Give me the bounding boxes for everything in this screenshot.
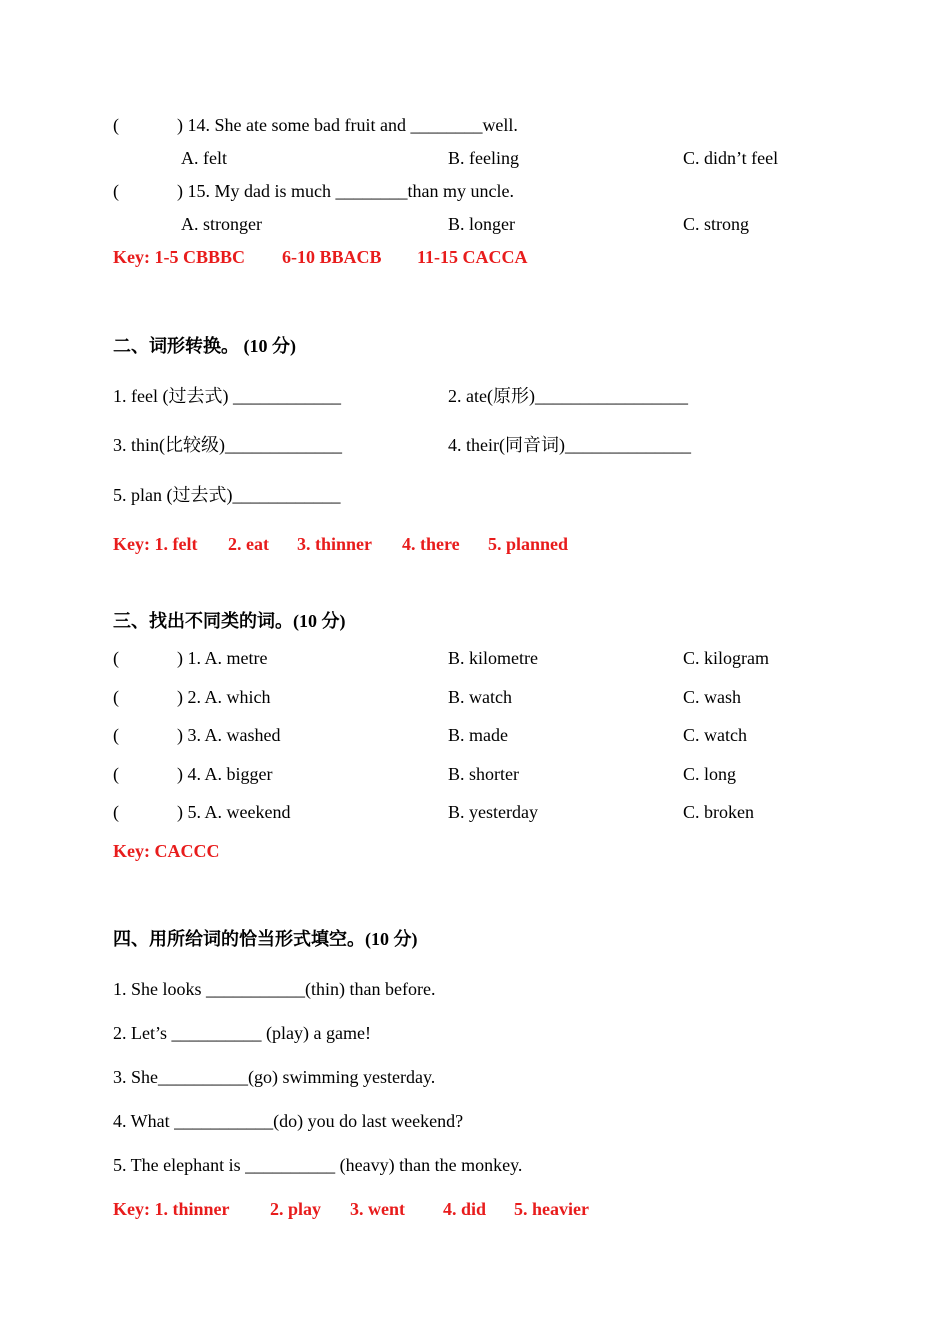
key-part: 5. planned xyxy=(488,534,569,554)
option-a: ) 2. A. which xyxy=(177,687,271,707)
key-part: 11-15 CACCA xyxy=(417,247,528,267)
list-item: 1. She looks ___________(thin) than before. xyxy=(113,979,436,999)
option-c: C. wash xyxy=(683,687,741,707)
section3-key: Key: CACCC xyxy=(113,841,220,861)
option-a: A. felt xyxy=(181,148,227,168)
option-b: B. kilometre xyxy=(448,648,538,668)
key-part: Key: 1. felt xyxy=(113,534,198,554)
option-b: B. shorter xyxy=(448,764,519,784)
key-part: 6-10 BBACB xyxy=(282,247,382,267)
list-item: 4. their(同音词)______________ xyxy=(448,435,691,455)
list-item: 3. She__________(go) swimming yesterday. xyxy=(113,1067,436,1087)
option-a: A. stronger xyxy=(181,214,262,234)
section4-heading: 四、用所给词的恰当形式填空。(10 分) xyxy=(113,929,418,949)
option-a: ) 1. A. metre xyxy=(177,648,268,668)
key-part: Key: 1-5 CBBBC xyxy=(113,247,245,267)
option-c: C. watch xyxy=(683,725,747,745)
answer-paren: ( xyxy=(113,648,119,668)
key-part: 2. play xyxy=(270,1199,322,1219)
key-part: 2. eat xyxy=(228,534,269,554)
key-part: 3. went xyxy=(350,1199,405,1219)
option-b: B. yesterday xyxy=(448,802,538,822)
option-c: C. strong xyxy=(683,214,750,234)
key-part: 3. thinner xyxy=(297,534,373,554)
question-stem: ) 15. My dad is much ________than my uncle. xyxy=(177,181,514,201)
answer-paren: ( xyxy=(113,687,119,707)
option-c: C. long xyxy=(683,764,737,784)
option-b: B. feeling xyxy=(448,148,519,168)
list-item: 2. Let’s __________ (play) a game! xyxy=(113,1023,371,1043)
list-item: 5. The elephant is __________ (heavy) than the monkey. xyxy=(113,1155,523,1175)
list-item: 4. What ___________(do) you do last weekend? xyxy=(113,1111,464,1131)
answer-paren: ( xyxy=(113,764,119,784)
answer-paren: ( xyxy=(113,115,119,135)
list-item: 5. plan (过去式)____________ xyxy=(113,485,341,505)
list-item: 1. feel (过去式) ____________ xyxy=(113,386,341,406)
option-c: C. didn’t feel xyxy=(683,148,779,168)
key-part: 5. heavier xyxy=(514,1199,589,1219)
option-c: C. broken xyxy=(683,802,754,822)
answer-paren: ( xyxy=(113,181,119,201)
answer-paren: ( xyxy=(113,725,119,745)
option-a: ) 5. A. weekend xyxy=(177,802,291,822)
list-item: 2. ate(原形)_________________ xyxy=(448,386,688,406)
list-item: 3. thin(比较级)_____________ xyxy=(113,435,342,455)
key-part: Key: 1. thinner xyxy=(113,1199,230,1219)
answer-paren: ( xyxy=(113,802,119,822)
key-part: 4. did xyxy=(443,1199,487,1219)
option-a: ) 3. A. washed xyxy=(177,725,281,745)
key-part: 4. there xyxy=(402,534,460,554)
option-c: C. kilogram xyxy=(683,648,769,668)
option-b: B. made xyxy=(448,725,508,745)
option-a: ) 4. A. bigger xyxy=(177,764,273,784)
question-stem: ) 14. She ate some bad fruit and ________well. xyxy=(177,115,518,135)
section3-heading: 三、找出不同类的词。(10 分) xyxy=(113,611,346,631)
section2-heading: 二、词形转换。 (10 分) xyxy=(113,336,296,356)
option-b: B. watch xyxy=(448,687,512,707)
option-b: B. longer xyxy=(448,214,515,234)
